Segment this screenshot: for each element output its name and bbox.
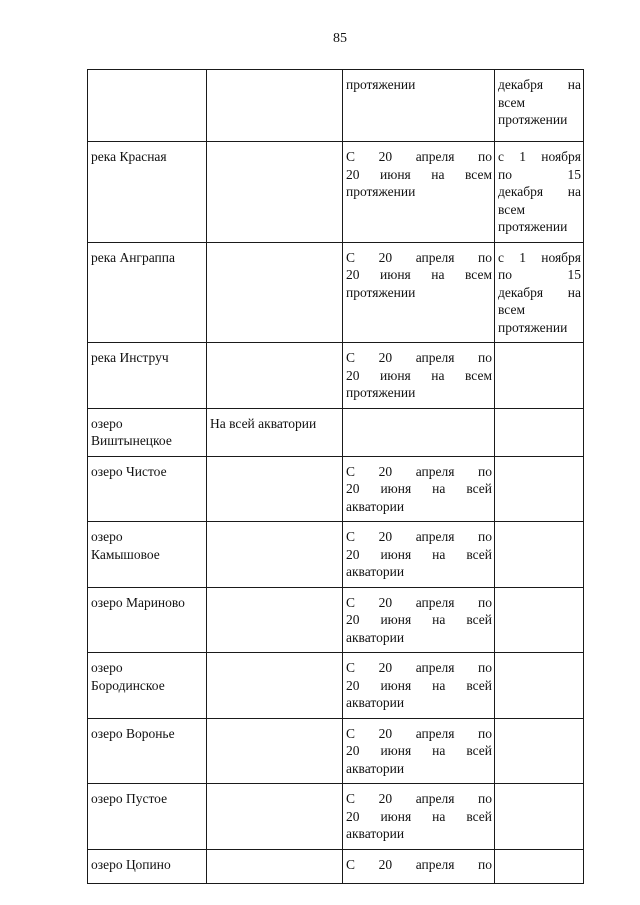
cell-text-line: 20 июня на всем: [346, 367, 492, 383]
water-body-cell: [88, 343, 207, 409]
cell-text-line: С 20 апреля по: [346, 660, 492, 675]
cell-text-line: 20 июня на всей: [346, 808, 492, 824]
cell-text-line: акватории: [346, 498, 405, 514]
period-extra-cell: [495, 522, 584, 588]
cell-text-line: протяжении: [346, 385, 416, 400]
table-row: [88, 522, 584, 588]
cell-text-line: река Инструч: [91, 350, 169, 365]
water-body-cell: [88, 784, 207, 850]
cell-text-line: декабря на: [498, 284, 581, 300]
cell-text-line: На всей акватории: [210, 415, 317, 431]
table-row: [88, 784, 584, 850]
cell-text-line: С 20 апреля по: [346, 856, 492, 872]
period-main-cell: [343, 587, 495, 653]
cell-text-line: озеро Чистое: [91, 463, 167, 479]
table-row: [88, 653, 584, 719]
period-extra-cell: [495, 142, 584, 243]
period-extra-cell: [495, 456, 584, 522]
cell-text-line: озеро Мариново: [91, 594, 185, 610]
period-extra-cell: [495, 343, 584, 409]
table-row: [88, 718, 584, 784]
cell-text-line: озеро Пустое: [91, 791, 168, 806]
period-extra-cell: [495, 718, 584, 784]
water-body-cell: [88, 849, 207, 883]
area-cell: [207, 849, 343, 883]
cell-text-line: С 20 апреля по: [346, 594, 492, 610]
cell-text-line: озеро: [91, 415, 123, 431]
cell-text-line: протяжении: [498, 219, 568, 234]
period-extra-cell: [495, 784, 584, 850]
area-cell: [207, 456, 343, 522]
cell-text-line: акватории: [346, 760, 405, 776]
period-main-cell: [343, 242, 495, 343]
period-extra-cell: [495, 587, 584, 653]
water-body-cell: [88, 408, 207, 456]
cell-text-line: Бородинское: [91, 677, 165, 693]
water-body-cell: [88, 242, 207, 343]
table-row: [88, 70, 584, 142]
period-extra-cell: [495, 242, 584, 343]
cell-text-line: С 20 апреля по: [346, 149, 492, 164]
area-cell: [207, 718, 343, 784]
cell-text-line: С 20 апреля по: [346, 725, 492, 741]
regulation-table: [87, 69, 584, 884]
water-body-cell: [88, 653, 207, 719]
cell-text-line: 20 июня на всем: [346, 166, 492, 182]
page-number: 85: [333, 31, 347, 46]
period-main-cell: [343, 522, 495, 588]
cell-text-line: 20 июня на всей: [346, 612, 492, 627]
cell-text-line: акватории: [346, 695, 405, 710]
table-row: [88, 849, 584, 883]
water-body-cell: [88, 587, 207, 653]
table-row: [88, 343, 584, 409]
cell-text-line: река Анграппа: [91, 249, 175, 265]
cell-text-line: всем: [498, 94, 525, 110]
cell-text-line: по 15: [498, 267, 581, 282]
table-row: [88, 408, 584, 456]
cell-text-line: С 20 апреля по: [346, 350, 492, 365]
area-cell: [207, 343, 343, 409]
cell-text-line: озеро: [91, 660, 123, 675]
cell-text-line: акватории: [346, 564, 405, 579]
cell-text-line: С 20 апреля по: [346, 463, 492, 479]
water-body-cell: [88, 142, 207, 243]
cell-text-line: река Красная: [91, 149, 167, 164]
cell-text-line: озеро: [91, 529, 123, 544]
cell-text-line: 20 июня на всем: [346, 267, 492, 282]
cell-text-line: акватории: [346, 826, 405, 841]
cell-text-line: протяжении: [498, 112, 568, 127]
cell-text-line: 20 июня на всей: [346, 677, 492, 693]
table-row: [88, 587, 584, 653]
area-cell: [207, 142, 343, 243]
cell-text-line: всем: [498, 201, 525, 217]
cell-text-line: Камышовое: [91, 546, 160, 562]
cell-text-line: 20 июня на всей: [346, 481, 492, 496]
period-main-cell: [343, 456, 495, 522]
table-row: [88, 142, 584, 243]
period-main-cell: [343, 784, 495, 850]
cell-text-line: всем: [498, 302, 525, 317]
period-main-cell: [343, 70, 495, 142]
table-body: [88, 70, 584, 884]
period-main-cell: [343, 408, 495, 456]
cell-text-line: акватории: [346, 629, 405, 645]
cell-text-line: с 1 ноября: [498, 149, 581, 164]
cell-text-line: 20 июня на всей: [346, 546, 492, 562]
cell-text-line: с 1 ноября: [498, 249, 581, 265]
water-body-cell: [88, 70, 207, 142]
period-extra-cell: [495, 408, 584, 456]
cell-text-line: протяжении: [346, 284, 416, 300]
period-extra-cell: [495, 653, 584, 719]
period-main-cell: [343, 343, 495, 409]
cell-text-line: С 20 апреля по: [346, 249, 492, 265]
area-cell: [207, 242, 343, 343]
period-main-cell: [343, 653, 495, 719]
area-cell: [207, 408, 343, 456]
cell-text-line: 20 июня на всей: [346, 743, 492, 758]
cell-text-line: Виштынецкое: [91, 433, 172, 448]
cell-text-line: по 15: [498, 166, 581, 182]
cell-text-line: С 20 апреля по: [346, 529, 492, 544]
cell-text-line: озеро Воронье: [91, 725, 175, 741]
area-cell: [207, 784, 343, 850]
area-cell: [207, 653, 343, 719]
water-body-cell: [88, 456, 207, 522]
table-row: [88, 456, 584, 522]
cell-text-line: декабря на: [498, 77, 581, 92]
period-main-cell: [343, 718, 495, 784]
water-body-cell: [88, 718, 207, 784]
cell-text-line: С 20 апреля по: [346, 791, 492, 806]
area-cell: [207, 70, 343, 142]
period-main-cell: [343, 142, 495, 243]
area-cell: [207, 587, 343, 653]
area-cell: [207, 522, 343, 588]
period-extra-cell: [495, 70, 584, 142]
period-main-cell: [343, 849, 495, 883]
cell-text-line: протяжении: [346, 184, 416, 199]
cell-text-line: озеро Цопино: [91, 856, 171, 872]
water-body-cell: [88, 522, 207, 588]
table-row: [88, 242, 584, 343]
period-extra-cell: [495, 849, 584, 883]
cell-text-line: протяжении: [346, 77, 416, 92]
cell-text-line: декабря на: [498, 184, 581, 199]
cell-text-line: протяжении: [498, 319, 568, 335]
